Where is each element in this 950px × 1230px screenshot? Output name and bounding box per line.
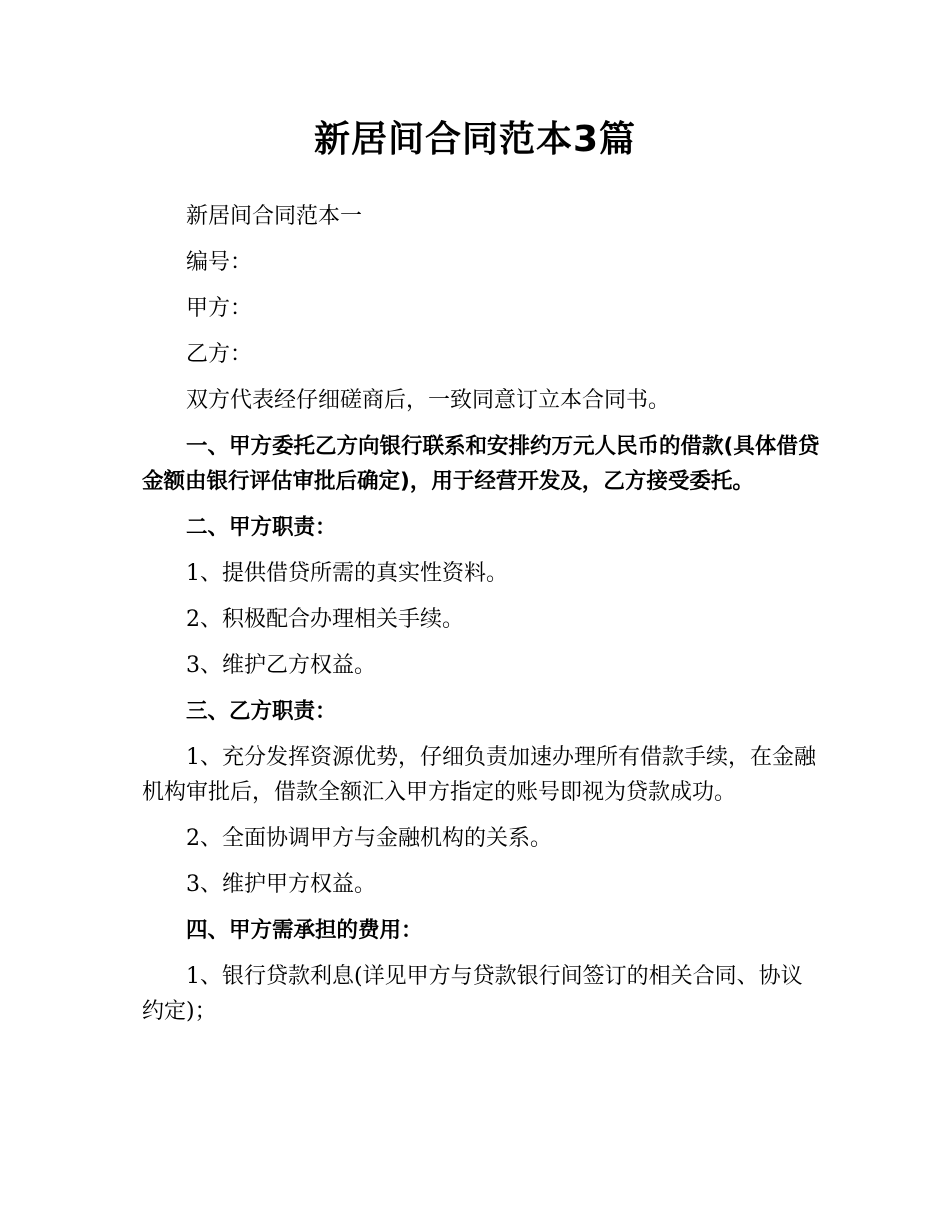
paragraph-clause-4-heading: 四、甲方需承担的费用： — [186, 918, 423, 943]
paragraph-clause-3-item-1: 1、充分发挥资源优势，仔细负责加速办理所有借款手续，在金融机构审批后，借款全额汇入甲方指定的账号即视为贷款成功。 — [142, 745, 816, 805]
paragraph-clause-3-item-3: 3、维护甲方权益。 — [186, 872, 376, 897]
paragraph-clause-3-item-2: 2、全面协调甲方与金融机构的关系。 — [186, 826, 552, 851]
paragraph-clause-4-item-1: 1、银行贷款利息(详见甲方与贷款银行间签订的相关合同、协议约定)； — [142, 964, 803, 1024]
paragraph-clause-2-item-2: 2、积极配合办理相关手续。 — [186, 607, 464, 632]
paragraph-agreement-intro: 双方代表经仔细磋商后，一致同意订立本合同书。 — [186, 388, 671, 413]
paragraph-serial-number: 编号： — [186, 250, 253, 275]
paragraph-clause-2-item-1: 1、提供借贷所需的真实性资料。 — [186, 561, 508, 586]
paragraph-clause-1: 一、甲方委托乙方向银行联系和安排约万元人民币的借款(具体借贷金额由银行评估审批后确定)，用于经营开发及，乙方接受委托。 — [142, 434, 820, 494]
paragraph-party-a: 甲方： — [186, 296, 253, 321]
paragraph-clause-2-heading: 二、甲方职责： — [186, 515, 337, 540]
paragraph-party-b: 乙方： — [186, 342, 253, 367]
document-body — [142, 199, 822, 1040]
paragraph-contract-heading: 新居间合同范本一 — [186, 204, 363, 229]
paragraph-clause-3-heading: 三、乙方职责： — [186, 699, 337, 724]
paragraph-clause-2-item-3: 3、维护乙方权益。 — [186, 653, 376, 678]
document-title: 新居间合同范本3篇 — [313, 119, 637, 160]
